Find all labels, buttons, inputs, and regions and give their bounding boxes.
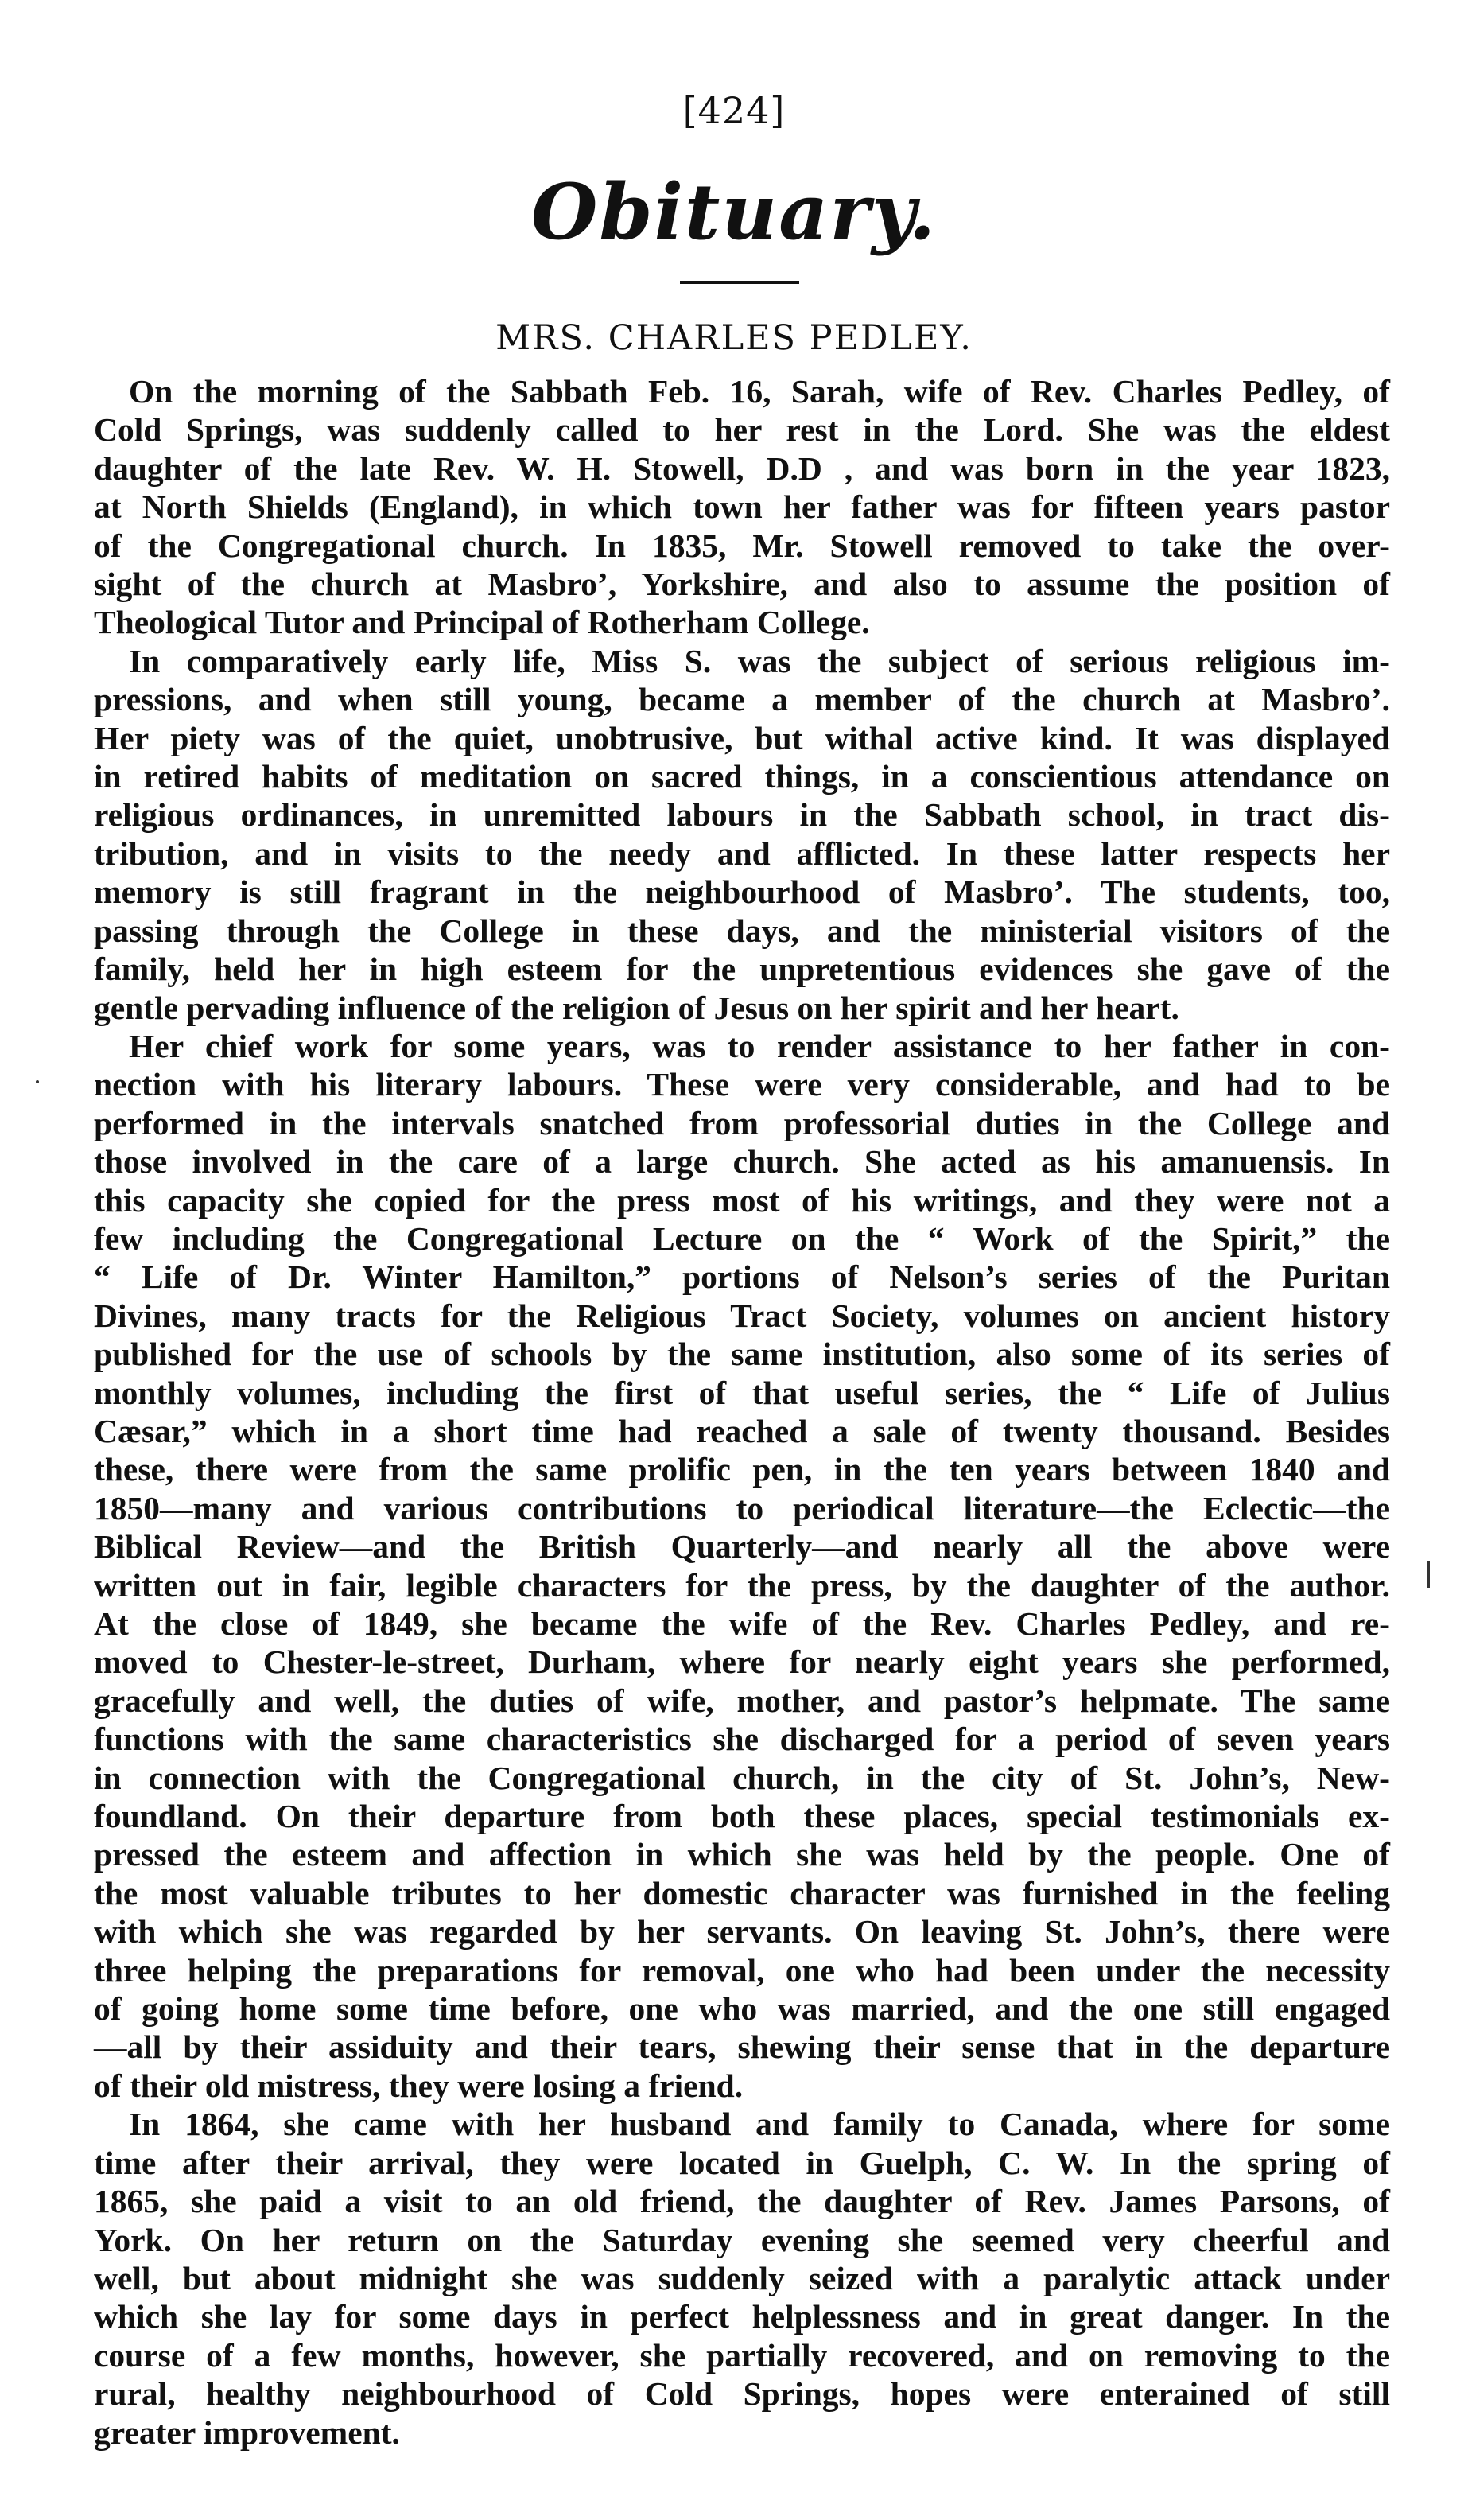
text-line: religious ordinances, in unremitted labours in the Sabbath school, in tract dis- <box>94 796 1390 834</box>
text-line: functions with the same characteristics she discharged for a period of seven years <box>94 1721 1390 1758</box>
text-line: which she lay for some days in perfect helplessness and in great danger. In the <box>94 2298 1390 2335</box>
text-line: those involved in the care of a large church. She acted as his amanuensis. In <box>94 1143 1390 1180</box>
text-line: in retired habits of meditation on sacred things, in a conscientious attendance on <box>94 758 1390 795</box>
text-line: of going home some time before, one who was married, and the one still engaged <box>94 1990 1390 2028</box>
obituary-paragraph <box>94 372 1390 642</box>
text-line: at North Shields (England), in which town her father was for fifteen years pastor <box>94 488 1390 526</box>
obituary-paragraph <box>94 642 1390 1027</box>
text-line: Biblical Review—and the British Quarterly—and nearly all the above were <box>94 1528 1390 1565</box>
text-line: performed in the intervals snatched from professorial duties in the College and <box>94 1104 1390 1141</box>
obituary-paragraph <box>94 2105 1390 2452</box>
text-line: moved to Chester-le-street, Durham, where for nearly eight years she performed, <box>94 1643 1390 1681</box>
obituary-body <box>94 372 1390 2452</box>
text-line: passing through the College in these days, and the ministerial visitors of the <box>94 912 1390 949</box>
text-line: sight of the church at Masbro’, Yorkshire, and also to assume the position of <box>94 566 1390 603</box>
text-line: the most valuable tributes to her domestic character was furnished in the feeling <box>94 1874 1390 1911</box>
text-line: pressed the esteem and affection in which she was held by the people. One of <box>94 1836 1390 1873</box>
text-line: 1865, she paid a visit to an old friend, the daughter of Rev. James Parsons, of <box>94 2183 1390 2220</box>
section-heading: Obituary. <box>530 167 938 257</box>
text-line: of their old mistress, they were losing a friend. <box>94 2067 744 2104</box>
text-line: Cold Springs, was suddenly called to her rest in the Lord. She was the eldest <box>94 411 1390 449</box>
obituary-subject-heading: MRS. CHARLES PEDLEY. <box>495 318 973 358</box>
text-line: tribution, and in visits to the needy and afflicted. In these latter respects her <box>94 834 1390 872</box>
text-line: rural, healthy neighbourhood of Cold Springs, hopes were enterained of still <box>94 2375 1390 2413</box>
text-line: of the Congregational church. In 1835, Mr. Stowell removed to take the over- <box>94 527 1390 564</box>
text-line: pressions, and when still young, became a member of the church at Masbro’. <box>94 681 1390 718</box>
text-line: monthly volumes, including the first of that useful series, the “ Life of Julius <box>94 1374 1390 1411</box>
text-line: three helping the preparations for removal, one who had been under the necessity <box>94 1951 1390 1989</box>
text-line: Her chief work for some years, was to render assistance to her father in con- <box>129 1027 1390 1064</box>
obituary-paragraph <box>94 1027 1390 2105</box>
text-line: —all by their assiduity and their tears, shewing their sense that in the departure <box>94 2028 1390 2066</box>
text-line: this capacity she copied for the press most of his writings, and they were not a <box>94 1181 1390 1219</box>
heading-divider <box>680 281 799 284</box>
text-line: gracefully and well, the duties of wife, mother, and pastor’s helpmate. The same <box>94 1682 1390 1719</box>
text-line: memory is still fragrant in the neighbourhood of Masbro’. The students, too, <box>94 873 1390 911</box>
text-line: course of a few months, however, she partially recovered, and on removing to the <box>94 2336 1390 2374</box>
text-line: published for the use of schools by the same institution, also some of its series of <box>94 1336 1390 1373</box>
text-line: “ Life of Dr. Winter Hamilton,” portions of Nelson’s series of the Puritan <box>94 1258 1390 1296</box>
page-number: [424] <box>682 89 786 132</box>
text-line: 1850—many and various contributions to periodical literature—the Eclectic—the <box>94 1489 1390 1526</box>
text-line: daughter of the late Rev. W. H. Stowell, D.D , and was born in the year 1823, <box>94 449 1390 487</box>
text-line: family, held her in high esteem for the unpretentious evidences she gave of the <box>94 951 1390 988</box>
text-line: well, but about midnight she was suddenly seized with a paralytic attack under <box>94 2259 1390 2296</box>
text-line: these, there were from the same prolific pen, in the ten years between 1840 and <box>94 1451 1390 1488</box>
text-line: in connection with the Congregational church, in the city of St. John’s, New- <box>94 1759 1390 1796</box>
text-line: Cæsar,” which in a short time had reached a sale of twenty thousand. Besides <box>94 1412 1390 1449</box>
text-line: nection with his literary labours. These were very considerable, and had to be <box>94 1066 1390 1103</box>
text-line: In 1864, she came with her husband and family to Canada, where for some <box>129 2106 1390 2143</box>
text-line: greater improvement. <box>94 2413 400 2451</box>
margin-speck <box>36 1080 39 1083</box>
text-line: time after their arrival, they were located in Guelph, C. W. In the spring of <box>94 2144 1390 2181</box>
text-line: At the close of 1849, she became the wife of the Rev. Charles Pedley, and re- <box>94 1605 1390 1642</box>
text-line: few including the Congregational Lecture on the “ Work of the Spirit,” the <box>94 1219 1390 1257</box>
text-line: In comparatively early life, Miss S. was the subject of serious religious im- <box>129 642 1390 679</box>
text-line: On the morning of the Sabbath Feb. 16, Sarah, wife of Rev. Charles Pedley, of <box>129 373 1390 410</box>
text-line: Theological Tutor and Principal of Rotherham College. <box>94 604 870 641</box>
text-line: York. On her return on the Saturday evening she seemed very cheerful and <box>94 2221 1390 2258</box>
margin-mark <box>1427 1561 1430 1588</box>
text-line: Divines, many tracts for the Religious Tract Society, volumes on ancient history <box>94 1297 1390 1334</box>
text-line: written out in fair, legible characters for the press, by the daughter of the author. <box>94 1566 1390 1604</box>
text-line: gentle pervading influence of the religion of Jesus on her spirit and her heart. <box>94 989 1179 1026</box>
text-line: foundland. On their departure from both these places, special testimonials ex- <box>94 1798 1390 1835</box>
text-line: Her piety was of the quiet, unobtrusive, but withal active kind. It was displayed <box>94 719 1390 756</box>
text-line: with which she was regarded by her servants. On leaving St. John’s, there were <box>94 1913 1390 1950</box>
